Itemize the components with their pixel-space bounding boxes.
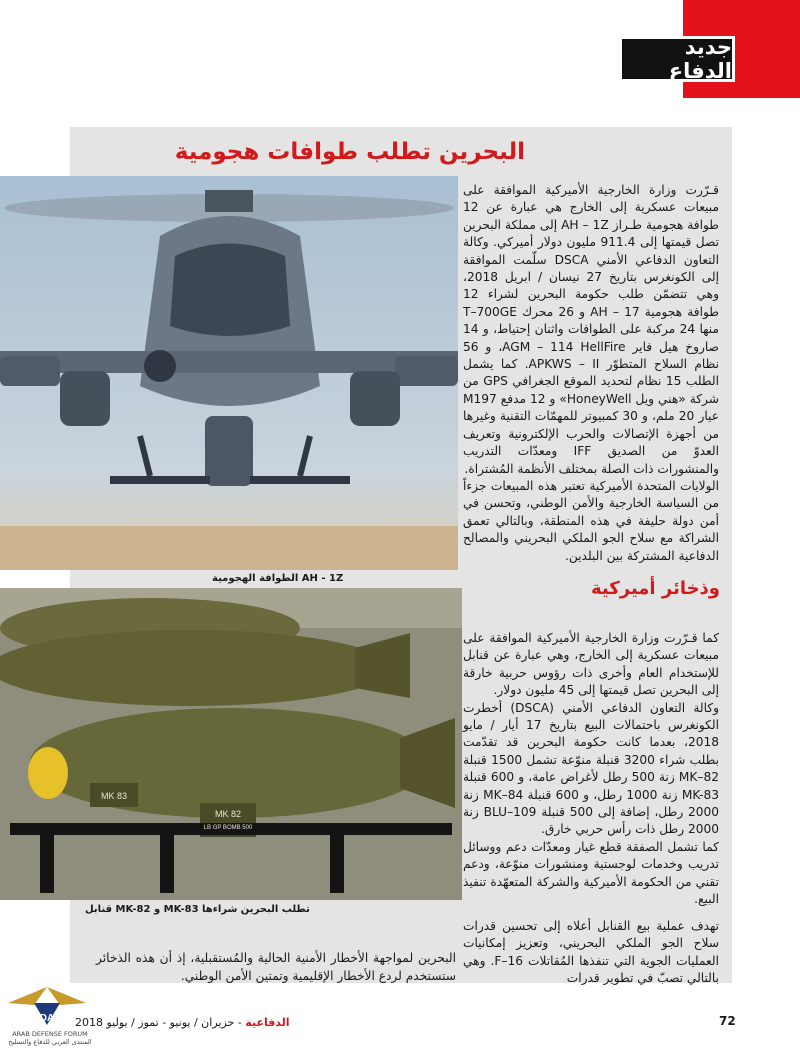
bomb-label-gp: 500 LB GP BOMB [203, 825, 253, 831]
subarticle-column-left [96, 938, 456, 997]
folio-line [75, 1016, 290, 1029]
subarticle-paragraph: وكالة التعاون الدفاعي الأمني (DSCA) أخطرت الكونغرس باحتمالات البيع بتاريخ 17 أيار / مايو 2018، بعدما كانت حكومة البحرين قد تقدّمت بطلب شراء 3200 قنبلة منوّعة تشمل 1500 قنبلة MK–82 زنة 500 رطل لأغراض عامة، و 600 قنبلة MK-83 زنة 1000 رطل، و 600 قنبلة MK–84 زنة 2000 رطل، إضافة إلى 500 قنبلة BLU–109 زنة 2000 رطل ذات رأس حربي خارق. [463, 700, 720, 837]
article-column [463, 182, 719, 582]
bomb-label-mk82: MK 82 [214, 809, 242, 819]
logo-text-en: ARAB DEFENSE FORUM [12, 1030, 88, 1038]
issue-date: - حزيران / يونيو - تموز / يوليو 2018 [75, 1016, 242, 1029]
logo-text-ar: المنتدى العربي للدفاع والتسليح [8, 1037, 92, 1046]
article-title: البحرين تطلب طوافات هجومية [174, 139, 525, 165]
page-number: 72 [719, 1014, 736, 1028]
article-paragraph: الولايات المتحدة الأميركية تعتبر هذه المبيعات جزءاً من السياسة الخارجية والأمن الوطني، وتحسن في أمن دولة حليفة في هذه المنطقة، وبالتالي تعمق الشراكة مع سلاح الجو الملكي البحريني والمصالح الدفاعية المشتركة بين البلدين. [463, 478, 719, 563]
helicopter-caption: الطوافة الهجومية AH - 1Z [212, 573, 344, 584]
helicopter-photo [0, 176, 458, 570]
subarticle-paragraph: البحرين لمواجهة الأخطار الأمنية الحالية والمُستقبلية، إذ أن هذه الذخائر ستستخدم لردع الأخطار الإقليمية وتمتين الأمن الوطني. [96, 951, 456, 983]
subarticle-paragraph: كما تشمل الصفقة قطع غيار ومعدّات دعم ووسائل تدريب وخدمات لوجستية ومنشورات منوّعة، ودعم تقني من الحكومة الأميركية والشركة المتعهّدة تنفيذ البيع. [463, 839, 719, 907]
magazine-name: الدفاعية [245, 1016, 290, 1029]
forum-logo-text [4, 1031, 96, 1046]
logo-mark: DA [39, 1013, 55, 1024]
subarticle-paragraph: تهدف عملية بيع القنابل أعلاه إلى تحسين قدرات سلاح الجو الملكي البحريني، وتعزيز إمكانيات العمليات الجوية التي تنفذها المُقاتلات F–16. وهي بالتالي تصبّ في تطوير قدرات [463, 919, 719, 986]
section-label: جديد الدفاع [619, 36, 735, 82]
subarticle-heading: وذخائر أميركية [591, 578, 720, 599]
bomb-label-mk83: MK 83 [100, 791, 128, 801]
bombs-caption: قنابل MK-82 و MK-83 تطلب البحرين شراءها [85, 904, 310, 915]
subarticle-column [463, 630, 719, 930]
bombs-photo [0, 588, 462, 900]
article-paragraph: قـرّرت وزارة الخارجية الأميركية الموافقة على مبيعات عسكرية إلى الخارج هي عبارة عن 12 طوافة هجومية طـراز AH – 1Z إلى مملكة البحرين تصل قيمتها إلى 911.4 مليون دولار أميركي. وكالة التعاون الدفاعي الأمني DSCA سلّمت الموافقة إلى الكونغرس بتاريخ 27 نيسان / ابريل 2018، وهي تتضمّن طلب حكومة البحرين لشراء 12 طوافة هجومية AH – 17 و 26 محرك T–700GE منها 24 مركبة على الطوافات واثنان إحتياط، و 14 صاروخ هيل فاير AGM – 114 HellFire، و 56 نظام السلاح المتطوّر APKWS – II. كما يشمل الطلب 15 نظام لتحديد الموقع الجغرافي GPS من شركة «هني ويل HoneyWell» و 12 مدفع M197 عيار 20 ملم، و 30 كمبيوتر للمهمّات التقنية وغيرها من أجهزة الإتصالات والحرب الإلكترونية وتعريف العدوّ من الصديق IFF ومعدّات التدريب والمنشورات ذات الصلة بمختلف الأنظمة المُشتراة. [463, 183, 720, 476]
subarticle-paragraph: كما قـرّرت وزارة الخارجية الأميركية الموافقة على مبيعات عسكرية إلى الخارج، وهي عبارة عن قنابل للإستخدام العام وأخرى ذات رؤوس حربية خارقة إلى البحرين تصل قيمتها إلى 45 مليون دولار. [463, 631, 719, 698]
subarticle-column-end [463, 918, 719, 986]
